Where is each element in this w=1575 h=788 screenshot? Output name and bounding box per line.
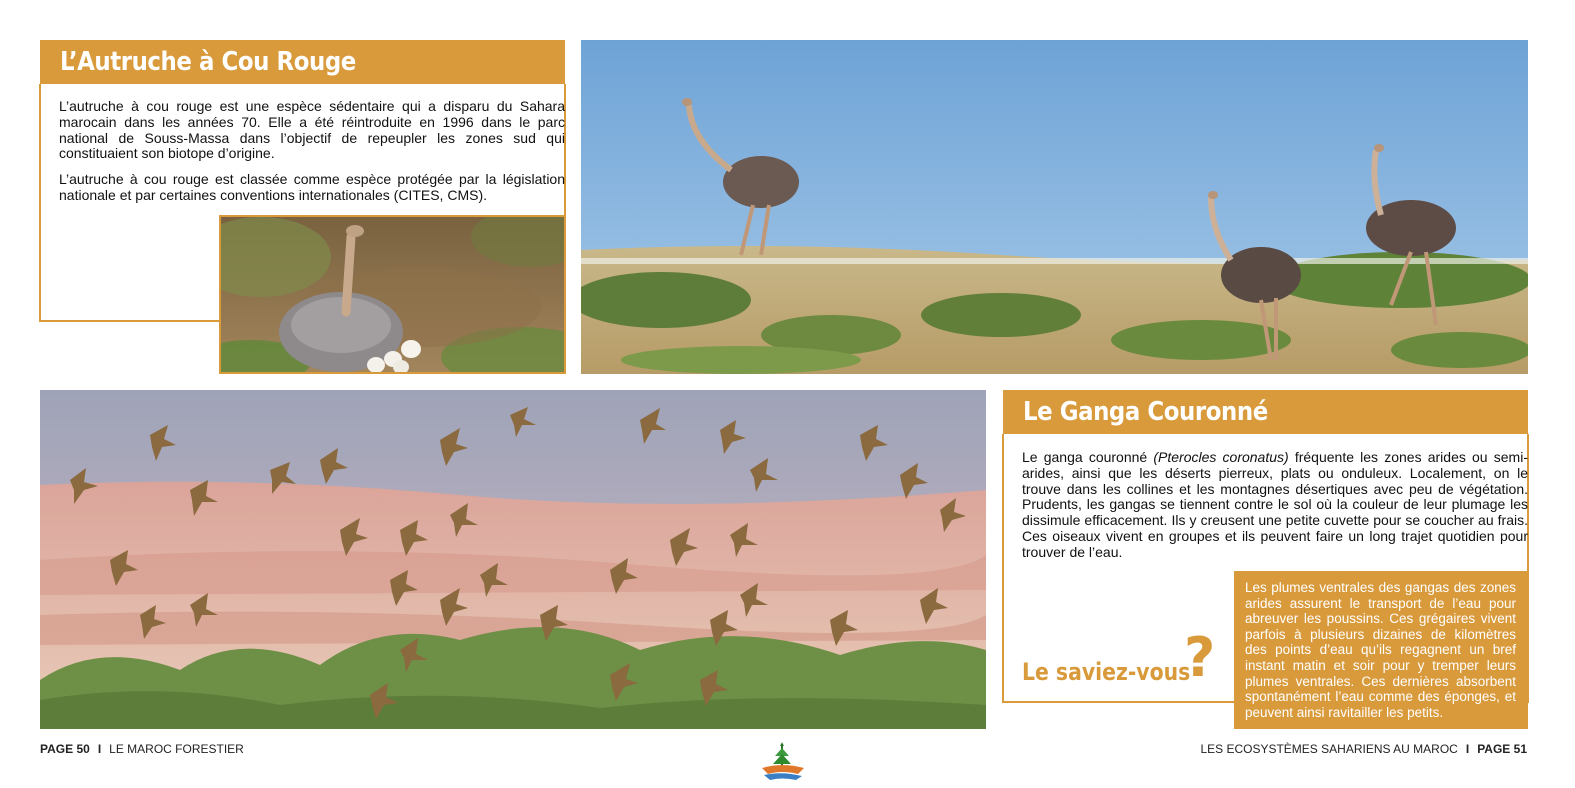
ganga-title <box>1003 390 1528 434</box>
footer-right-title: LES ECOSYSTÈMES SAHARIENS AU MAROC <box>1200 742 1458 756</box>
ostriches-landscape-photo <box>581 40 1528 374</box>
saviez-vous-label <box>1022 628 1232 688</box>
footer-left-separator: I <box>97 742 102 756</box>
ganga-text <box>1022 450 1528 571</box>
ostrich-title <box>40 40 565 84</box>
ostrich-paragraph-2: L’autruche à cou rouge est classée comme espèce protégée par la législation nationale et par certaines conventions internationales (CITES, CMS). <box>59 171 565 203</box>
footer-right <box>1200 742 1527 756</box>
ganga-title-text: Le Ganga Couronné <box>1023 397 1268 427</box>
ganga-scientific-name: (Pterocles coronatus) <box>1153 449 1289 465</box>
sandgrouse-flight-photo <box>40 390 986 729</box>
ostrich-text <box>59 99 565 214</box>
ostriches-landscape-image <box>581 40 1528 374</box>
fact-text: Les plumes ventrales des gangas des zones arides assurent le transport de l’eau pour abreuver les poussins. Ces grégaires vivent parfois à plusieurs dizaines de kilomètres des points d’eau qu’ils regagnent un bref instant matin et soir pour y tremper leurs plumes ventrales. Ces dernières absorbent spontanément l’eau comme des éponges, et peuvent ainsi ravitailler les petits. <box>1245 580 1516 720</box>
footer-left-title: LE MAROC FORESTIER <box>109 742 244 756</box>
ganga-paragraph <box>1022 450 1528 561</box>
footer-left-page: PAGE 50 <box>40 742 90 756</box>
ostrich-title-text: L’Autruche à Cou Rouge <box>60 47 356 77</box>
sandgrouse-flight-image <box>40 390 986 729</box>
footer-right-separator: I <box>1465 742 1470 756</box>
ostrich-nest-photo <box>219 215 566 374</box>
question-mark-icon: ? <box>1184 626 1216 689</box>
ostrich-nest-image <box>221 217 566 374</box>
ganga-body-after: fréquente les zones arides ou semi-arides, ainsi que les déserts pierreux, plats ou onduleux. Localement, on le trouve dans les collines et les montagnes désertiques avec peu de végétation. Prudents, les gangas se tiennent contre le sol où la couleur de leur plumage les dissimule efficacement. Ils y creusent une petite cuvette pour se coucher au frais. Ces oiseaux vivent en groupes et ils peuvent faire un long trajet quotidien pour trouver de l’eau. <box>1022 449 1528 560</box>
logo-icon <box>758 742 808 782</box>
footer-right-page: PAGE 51 <box>1477 742 1527 756</box>
ganga-body-before: Le ganga couronné <box>1022 449 1154 465</box>
ostrich-paragraph-1: L’autruche à cou rouge est une espèce sédentaire qui a disparu du Sahara marocain dans les années 70. Elle a été réintroduite en 1996 dans le parc national de Souss-Massa dans l’objectif de repeupler les zones sud qui constituaient son biotope d’origine. <box>59 98 565 162</box>
fact-box <box>1234 571 1528 729</box>
saviez-vous-text: Le saviez-vous <box>1022 658 1191 686</box>
footer-left <box>40 742 244 756</box>
